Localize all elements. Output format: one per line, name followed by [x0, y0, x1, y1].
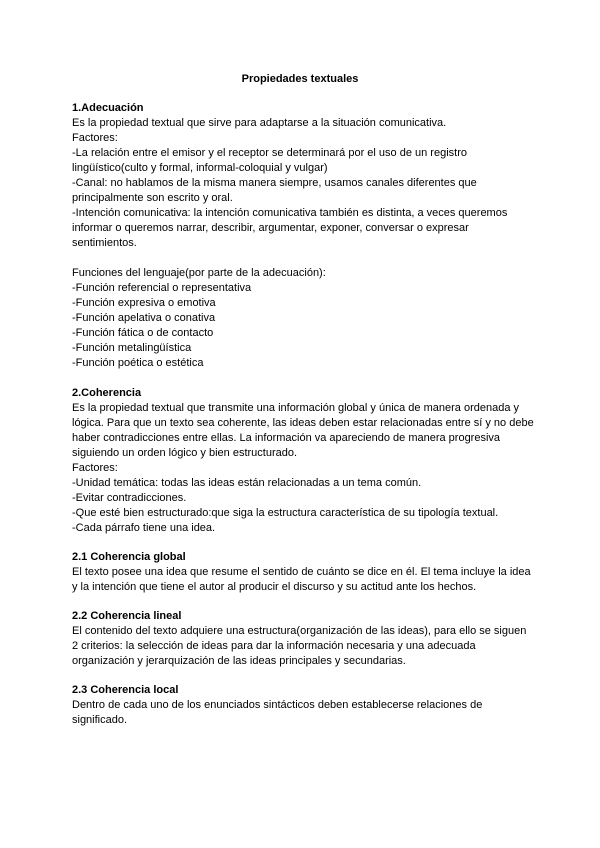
adecuacion-factors-label: Factores:: [72, 132, 118, 144]
coherencia-factor-item: -Unidad temática: todas las ideas están relacionadas a un tema común.: [72, 477, 422, 489]
function-item: -Función referencial o representativa: [72, 282, 252, 294]
adecuacion-factor-intencion: -Intención comunicativa: la intención comunicativa también es distinta, a veces queremos informar o queremos narrar, describir, argumentar, exponer, conversar o expresar sentimientos.: [72, 207, 508, 249]
coherencia-factor-item: -Que esté bien estructurado:que siga la estructura característica de su tipología textual.: [72, 507, 499, 519]
section-heading-coherencia-global: 2.1 Coherencia global: [72, 551, 186, 563]
function-item: -Función poética o estética: [72, 357, 204, 369]
coherencia-global-text: El texto posee una idea que resume el sentido de cuánto se dice en él. El tema incluye la idea y la intención que tiene el autor al producir el discurso y su actitud ante los hechos.: [72, 566, 531, 593]
coherencia-local-text: Dentro de cada uno de los enunciados sintácticos deben establecerse relaciones de significado.: [72, 699, 483, 726]
coherencia-definition: Es la propiedad textual que transmite una información global y única de manera ordenada y lógica. Para que un texto sea coherente, las ideas deben estar relacionadas entre sí y no debe haber contradicciones entre ellas. La información va apareciendo de manera progresiva siguiendo un orden lógico y bien estructurado.: [72, 402, 534, 459]
section-heading-coherencia-local: 2.3 Coherencia local: [72, 684, 179, 696]
coherencia-factor-item: -Cada párrafo tiene una idea.: [72, 522, 216, 534]
page-title: Propiedades textuales: [241, 73, 359, 85]
coherencia-factors-label: Factores:: [72, 462, 118, 474]
coherencia-lineal-text: El contenido del texto adquiere una estructura(organización de las ideas), para ello se siguen 2 criterios: la selección de ideas para dar la información necesaria y una adecuada organización y jerarquización de las ideas principales y secundarias.: [72, 625, 527, 667]
function-item: -Función expresiva o emotiva: [72, 297, 216, 309]
section-heading-coherencia-lineal: 2.2 Coherencia lineal: [72, 610, 182, 622]
functions-label: Funciones del lenguaje(por parte de la adecuación):: [72, 267, 326, 279]
section-heading-adecuacion: 1.Adecuación: [72, 102, 144, 114]
section-heading-coherencia: 2.Coherencia: [72, 387, 142, 399]
function-item: -Función fática o de contacto: [72, 327, 214, 339]
adecuacion-factor-registro: -La relación entre el emisor y el receptor se determinará por el uso de un registro lingüístico(culto y formal, informal-coloquial y vulgar): [72, 147, 467, 174]
coherencia-factor-item: -Evitar contradicciones.: [72, 492, 187, 504]
adecuacion-factor-canal: -Canal: no hablamos de la misma manera siempre, usamos canales diferentes que principalmente son escrito y oral.: [72, 177, 477, 204]
adecuacion-definition: Es la propiedad textual que sirve para adaptarse a la situación comunicativa.: [72, 117, 447, 129]
document-body: [72, 101, 534, 728]
function-item: -Función metalingüística: [72, 342, 192, 354]
function-item: -Función apelativa o conativa: [72, 312, 216, 324]
